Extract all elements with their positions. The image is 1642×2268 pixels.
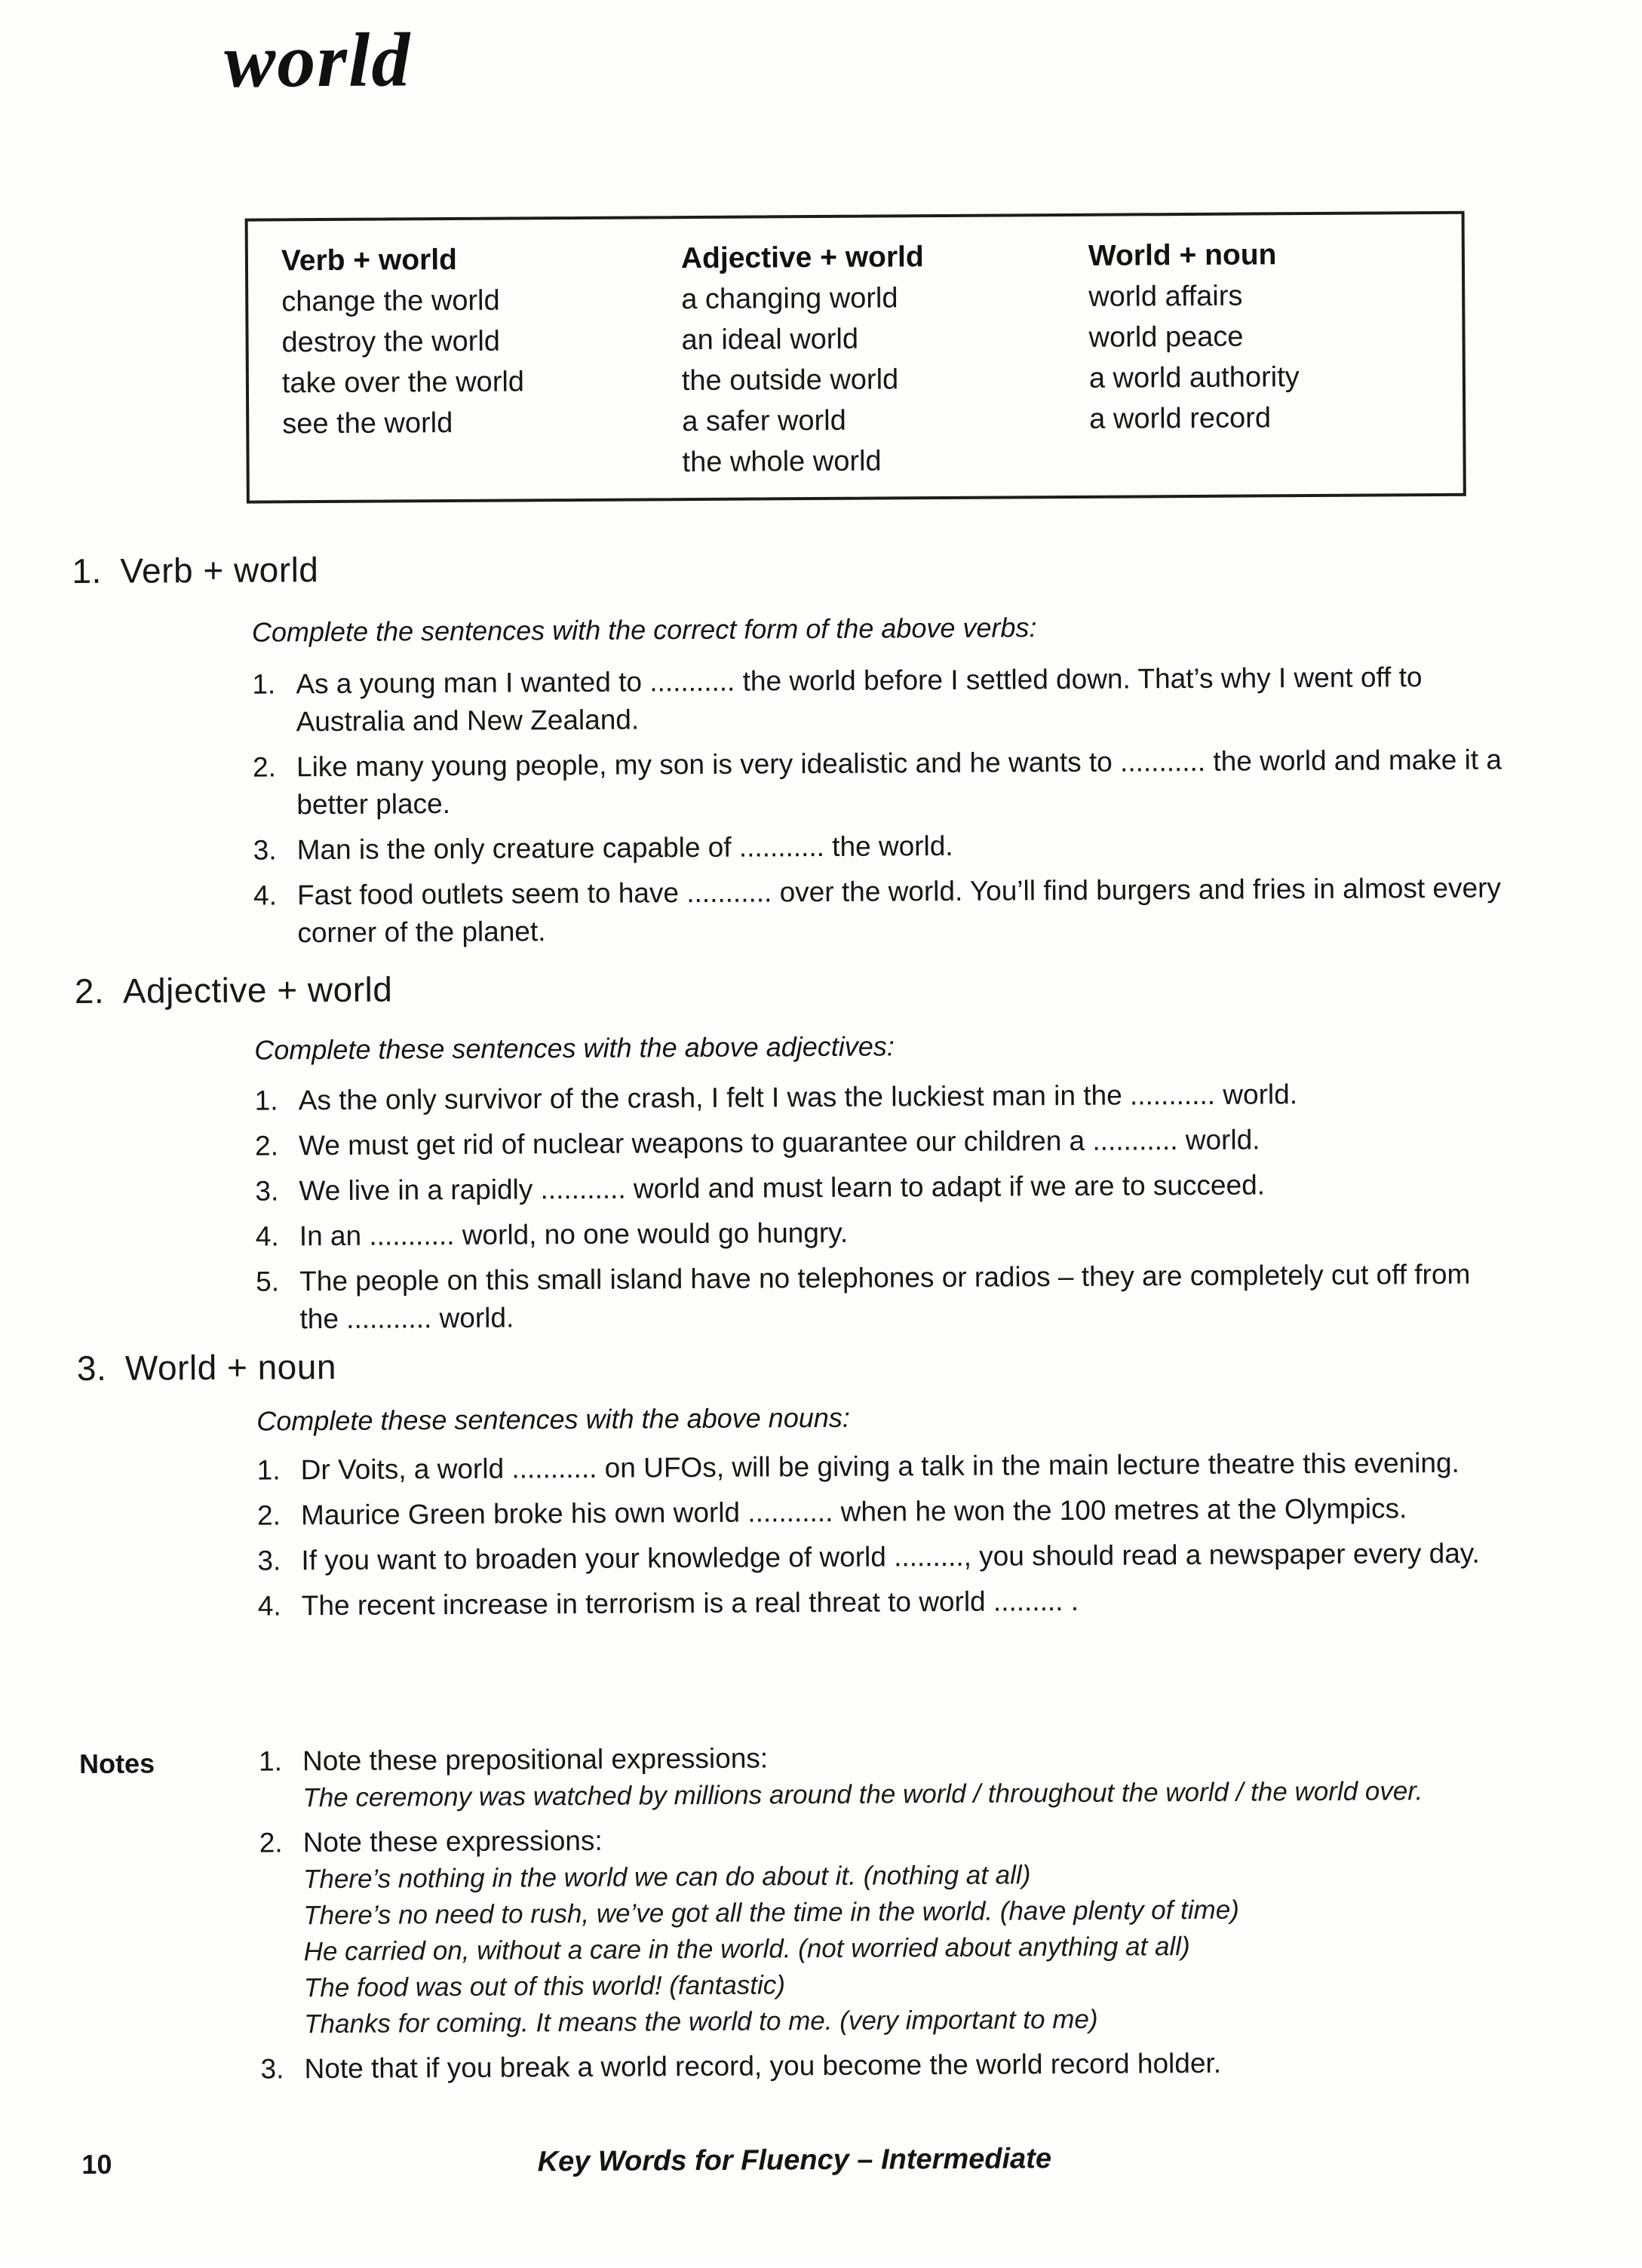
item-text: Maurice Green broke his own world ........... when he won the 100 metres at the Olympics. (300, 1493, 1407, 1531)
note-item (260, 2042, 1542, 2088)
exercise-item (252, 658, 1505, 741)
note-example: Thanks for coming. It means the world to me. (very important to me) (304, 2004, 1098, 2039)
exercise-item (256, 1255, 1508, 1338)
collocation-item: take over the world (281, 366, 525, 400)
collocation-item: world affairs (1088, 280, 1243, 313)
section-2-exercise-list (255, 1074, 1508, 1346)
collocation-column-verb (281, 238, 683, 485)
exercise-item (253, 741, 1505, 824)
item-text: Man is the only creature capable of ........... the world. (296, 830, 953, 866)
section-title: Verb + world (120, 550, 319, 591)
collocation-column-header: World + noun (1088, 238, 1277, 272)
item-number: 1. (256, 1454, 281, 1486)
item-number: 4. (257, 1590, 281, 1622)
item-text: Fast food outlets seem to have ........... over the world. You’ll find burgers and fries in almost every corner of the planet. (296, 872, 1502, 949)
collocation-box (245, 211, 1466, 504)
item-text: As a young man I wanted to ........... the world before I settled down. That’s why I went off to Australia and New Zealand. (296, 661, 1423, 738)
item-number: 3. (257, 1545, 281, 1576)
section-title: World + noun (124, 1346, 337, 1388)
collocation-item: a world authority (1088, 361, 1300, 394)
item-number: 3. (253, 834, 277, 866)
note-example: The ceremony was watched by millions around the world / throughout the world / the world over. (302, 1776, 1423, 1813)
note-item (259, 1735, 1542, 1816)
item-number: 4. (253, 879, 278, 911)
note-body (303, 1816, 1543, 2042)
item-number: 2. (252, 751, 277, 783)
item-text: In an ........... world, no one would go hungry. (299, 1217, 849, 1252)
collocation-item: a world record (1089, 402, 1272, 435)
collocation-item: the outside world (681, 364, 899, 397)
item-text: We must get rid of nuclear weapons to guarantee our children a ........... world. (298, 1124, 1260, 1162)
note-example: The food was out of this world! (fantastic) (303, 1970, 786, 2003)
collocation-item: change the world (281, 284, 500, 318)
section-number: 3. (76, 1348, 107, 1389)
item-number: 2. (256, 1499, 281, 1531)
item-text: If you want to broaden your knowledge of world ........., you should read a newspaper every day. (301, 1537, 1480, 1576)
item-text: Dr Voits, a world ........... on UFOs, will be giving a talk in the main lecture theatre this evening. (300, 1447, 1460, 1486)
section-3-instruction: Complete these sentences with the above nouns: (256, 1401, 850, 1437)
page-title: world (223, 17, 412, 104)
item-number: 5. (256, 1266, 280, 1297)
note-number: 1. (258, 1745, 283, 1777)
item-text: The people on this small island have no telephones or radios – they are completely cut off from the ........... world. (299, 1258, 1471, 1335)
collocation-column-noun (1088, 234, 1463, 480)
notes-label: Notes (78, 1748, 155, 1780)
item-text: The recent increase in terrorism is a real threat to world ......... . (301, 1585, 1079, 1622)
note-example: There’s no need to rush, we’ve got all the time in the world. (have plenty of time) (303, 1895, 1239, 1931)
exercise-item (257, 1444, 1509, 1489)
collocation-item: destroy the world (281, 325, 501, 359)
section-2-heading (75, 969, 393, 1011)
exercise-item (255, 1074, 1507, 1119)
note-lead: Note these expressions: (302, 1825, 603, 1858)
item-number: 1. (252, 668, 276, 700)
collocation-item: a changing world (681, 282, 898, 316)
page-number: 10 (81, 2148, 112, 2181)
item-text: We live in a rapidly ........... world and must learn to adapt if we are to succeed. (299, 1169, 1266, 1207)
exercise-item (253, 824, 1505, 869)
note-lead: Note these prepositional expressions: (302, 1742, 769, 1777)
note-body (302, 1735, 1542, 1816)
item-number: 1. (254, 1085, 278, 1116)
item-text: As the only survivor of the crash, I felt I was the luckiest man in the ........... world. (298, 1079, 1298, 1116)
item-text: Like many young people, my son is very idealistic and he wants to ........... the world and make it a better place. (296, 744, 1502, 821)
collocation-item: an ideal world (681, 323, 859, 357)
note-number: 3. (260, 2053, 284, 2085)
section-number: 1. (72, 551, 102, 591)
collocation-column-header: Adjective + world (680, 241, 924, 275)
item-number: 2. (254, 1130, 279, 1162)
note-example: There’s nothing in the world we can do about it. (nothing at all) (302, 1860, 1031, 1895)
exercise-item (256, 1210, 1508, 1255)
book-title-footer: Key Words for Fluency – Intermediate (537, 2143, 1052, 2178)
collocation-item: world peace (1088, 321, 1244, 354)
section-1-exercise-list (252, 658, 1505, 959)
collocation-item: see the world (282, 407, 453, 440)
section-3-exercise-list (257, 1444, 1510, 1632)
item-number: 4. (255, 1220, 279, 1252)
collocation-column-adjective (681, 236, 1090, 483)
exercise-item (257, 1489, 1509, 1534)
section-1-heading (72, 550, 318, 591)
exercise-item (253, 869, 1506, 952)
note-body (304, 2042, 1542, 2088)
note-lead: Note that if you break a world record, you become the world record holder. (304, 2047, 1222, 2085)
exercise-item (258, 1579, 1510, 1625)
exercise-item (255, 1165, 1507, 1210)
note-number: 2. (259, 1827, 283, 1858)
section-2-instruction: Complete these sentences with the above adjectives: (254, 1030, 895, 1066)
section-number: 2. (74, 971, 105, 1011)
section-title: Adjective + world (122, 969, 393, 1011)
item-number: 3. (255, 1175, 279, 1207)
section-1-instruction: Complete the sentences with the correct form of the above verbs: (251, 612, 1037, 648)
collocation-column-header: Verb + world (281, 243, 458, 278)
note-item (259, 1816, 1543, 2042)
section-3-heading (77, 1347, 336, 1388)
exercise-item (257, 1534, 1509, 1579)
exercise-item (255, 1119, 1507, 1165)
collocation-item: a safer world (682, 404, 846, 438)
note-example: He carried on, without a care in the world. (not worried about anything at all) (303, 1932, 1190, 1967)
collocation-item: the whole world (682, 445, 882, 479)
notes-list (259, 1735, 1543, 2095)
